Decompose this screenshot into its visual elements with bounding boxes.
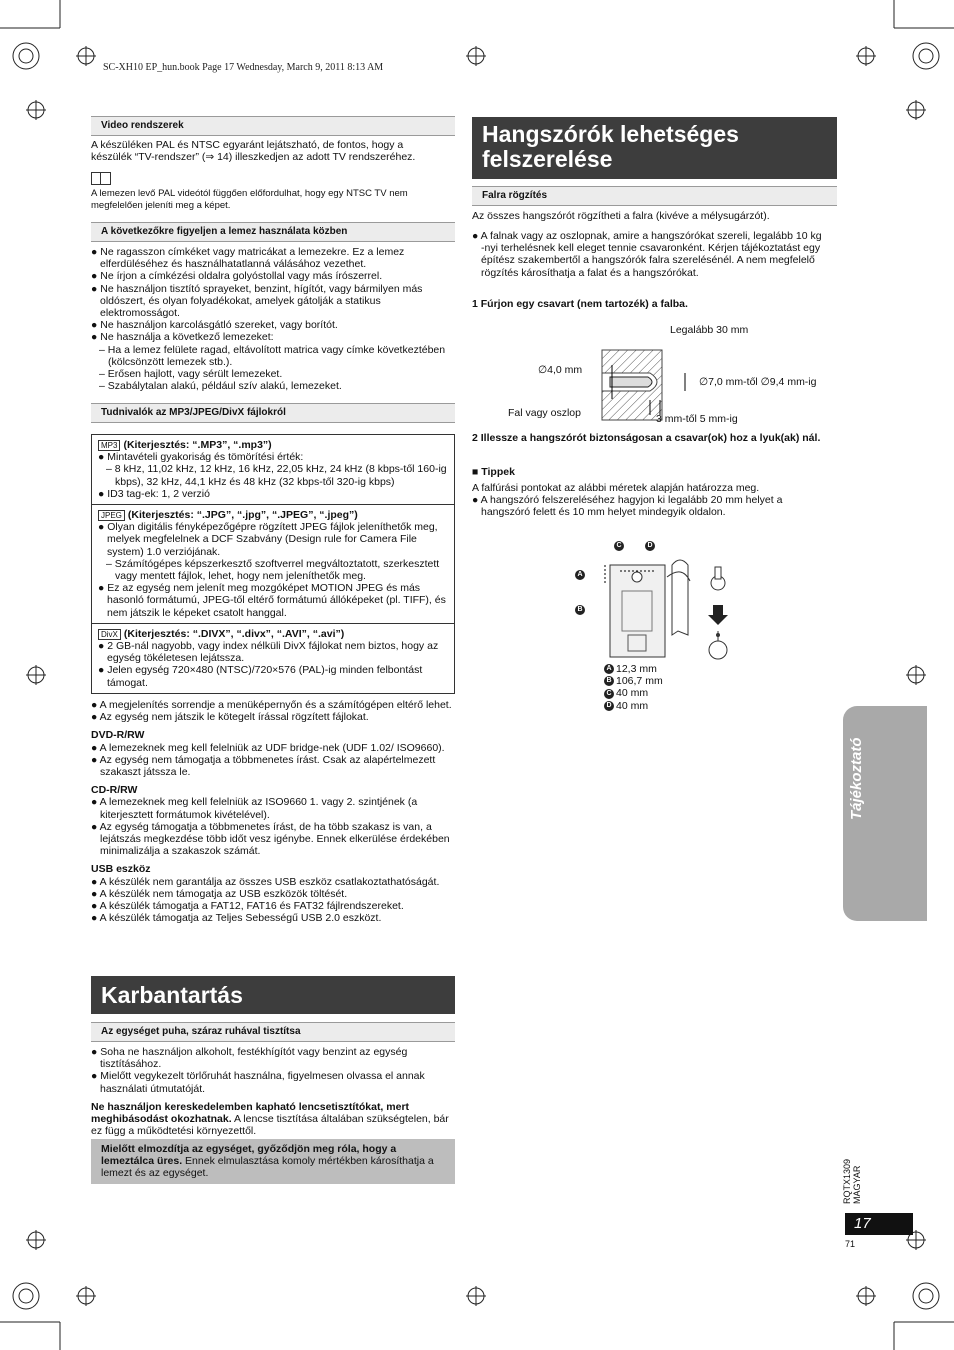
dimensions-list: A 12,3 mm B 106,7 mm C 40 mm D 40 mm xyxy=(604,663,663,712)
tips-heading: ■ Tippek xyxy=(472,466,515,478)
down-arrow-icon xyxy=(708,605,728,625)
label-b: B xyxy=(575,601,587,619)
label-a: A xyxy=(575,566,587,584)
list-item: ● Ne írjon a címkézési oldalra golyóstollal vagy más írószerrel. xyxy=(91,270,383,283)
wall-intro: Az összes hangszórót rögzítheti a falra (kivéve a mélysugárzót). xyxy=(472,210,770,222)
maintenance-title: Karbantartás xyxy=(91,976,455,1014)
keyhole-top xyxy=(711,567,725,590)
section-formats-title: Tudnivalók az MP3/JPEG/DivX fájlokról xyxy=(91,403,455,423)
registration-circle-bl xyxy=(13,1283,39,1309)
dia-7mm-label: ∅7,0 mm-től ∅9,4 mm-ig xyxy=(699,376,817,388)
dia-4mm-label: ∅4,0 mm xyxy=(538,364,583,376)
section-clean-title: Az egységet puha, száraz ruhával tisztítsa xyxy=(91,1022,455,1042)
speaker-side xyxy=(672,560,688,635)
disc-list xyxy=(91,246,453,392)
video-note: A lemezen levő PAL videótól függően előfordulhat, hogy egy NTSC TV nem megfelelően jeleníti meg a képet. xyxy=(91,188,408,211)
jpeg-cell: JPEG (Kiterjesztés: “.JPG”, “.jpg”, “.JPEG”, “.jpeg”) ● Olyan digitális fényképezőgépre rögzített JPEG fájlok jeleníthetők meg, melyek megfelelnek a DCF Szabvány (Design rule for Camera File system) 1.0 verziójának. – Számítógépes képszerkesztő szoftverrel megváltoztatott, szerkesztett vagy mentett fájlok, lehet, hogy nem jeleníthetők meg. ● Ez az egység nem jelenít meg mozgóképet MOTION JPEG és más hasonló formátumú, JPEG-től eltérő formátumú állóképeket (pl. TIFF), és nem játszik le képeket csatolt hanggal. xyxy=(92,505,454,624)
list-item: ● Ne használjon karcolásgátló szereket, vagy borítót. xyxy=(91,319,338,332)
registration-circle-tl xyxy=(13,43,39,69)
book-header: SC-XH10 EP_hun.book Page 17 Wednesday, March 9, 2011 8:13 AM xyxy=(103,62,384,73)
divx-cell: DivX (Kiterjesztés: “.DIVX”, “.divx”, “.AVI”, “.avi”) ● 2 GB-nál nagyobb, vagy index nélküli DivX fájlokat nem biztos, hogy az egység tökéletesen lejátssza. ● Jelen egység 720×480 (NTSC)/720×576 (PAL)-ig minden felbontást támogat. xyxy=(98,627,439,689)
video-text: A készüléken PAL és NTSC egyaránt lejátszható, de fontos, hogy a készülék “TV-rendszer” (⇒ 14) illeszkedjen az adott TV rendszeréhez. xyxy=(91,139,416,164)
list-item: – Erősen hajlott, vagy sérült lemezeket. xyxy=(99,368,283,381)
jpeg-tag: JPEG xyxy=(98,510,125,521)
divx-tag: DivX xyxy=(98,629,121,640)
screw xyxy=(610,377,652,387)
mount-hole xyxy=(632,572,642,582)
step-1: 1 Fúrjon egy csavart (nem tartozék) a falba. xyxy=(472,298,688,310)
small-page-number: 71 xyxy=(845,1239,856,1249)
label-c: C xyxy=(614,537,626,555)
doc-code: RQTX1309 MAGYAR xyxy=(842,1158,862,1204)
length-label: 3 mm-től 5 mm-ig xyxy=(656,413,738,425)
maintenance-text: ● Soha ne használjon alkoholt, festékhígítót vagy benzint az egység tisztításához. ● Mielőtt vegykezelt törlőruhát használna, figyelmesen olvassa el annak használati útmutatóját. Ne használjon kereskedelemben kapható lencsetisztítókat, mert meghibásodást okozhatnak. A lencse tisztítása általában szükségtelen, bár ez függ a működtetési környezettől. xyxy=(91,1046,449,1138)
label-d: D xyxy=(645,537,657,555)
speaker-mount-title: Hangszórók lehetséges felszerelése xyxy=(472,117,837,179)
list-item: – Ha a lemez felülete ragad, eltávolított matrica vagy címke következtében (kölcsönzött lemezek stb.). xyxy=(99,343,446,368)
step-2: 2 Illessze a hangszórót biztonságosan a csavar(ok) hoz a lyuk(ak) nál. xyxy=(472,432,821,444)
tips-text: A falfúrási pontokat az alábbi méretek alapján határozza meg. ● A hangszóró felszereléséhez hagyjon ki legalább 20 mm helyet a hangszóró felett és 10 mm helyet mindegyik oldalon. xyxy=(472,482,783,519)
formats-notes: ● A megjelenítés sorrendje a menüképernyőn és a számítógépen eltérő lehet. ● Az egység nem játszik le kötegelt írással rögzített fájlokat. DVD-R/RW ● A lemezeknek meg kell felelniük az UDF bridge-nek (UDF 1.02/ ISO9660). ● Az egység nem támogatja a többmenetes írást. Csak az alapértelmezett szakaszt játssza le. CD-R/RW ● A lemezeknek meg kell felelniük az ISO9660 1. vagy 2. szintjének (a kiterjesztett formátumok kivételével). ● Az egység támogatja a többmenetes írást, de ha több szakasz is van, a lejátszás megkezdése több időt vesz igénybe. Ennek elkerülése érdekében minimalizálja a szakaszok számát. USB eszköz ● A készülék nem garantálja az összes USB eszköz csatlakoztathatóságát. ● A készülék nem támogatja az USB eszközök töltését. ● A készülék támogatja a FAT12, FAT16 és FAT32 fájlrendszereket. ● A készülék támogatja az Teljes Sebességű USB 2.0 eszközt. xyxy=(91,699,452,925)
move-warning-box: Mielőtt elmozdítja az egységet, győződjön meg róla, hogy a lemeztálca üres. Ennek elmulasztása komoly mértékben károsíthatja a lemezt és az egységet. xyxy=(91,1139,455,1184)
mp3-tag: MP3 xyxy=(98,440,120,451)
keyhole-bottom xyxy=(709,631,727,659)
formats-table xyxy=(91,434,455,694)
wall-label: Fal vagy oszlop xyxy=(508,407,581,419)
registration-circle-br xyxy=(913,1283,939,1309)
list-item: – Szabálytalan alakú, például szív alakú, lemezeket. xyxy=(99,380,342,393)
section-wall-title: Falra rögzítés xyxy=(472,186,837,206)
section-video-title: Video rendszerek xyxy=(91,116,455,136)
least-30mm-label: Legalább 30 mm xyxy=(670,324,749,336)
list-item: ● Ne használjon tisztító sprayeket, benzint, hígítót, vagy bármilyen más oldószert, és olyan folyadékokat, amelyek gátolják a statikus elektromosságot. xyxy=(91,282,423,320)
section-disc-title: A következőkre figyeljen a lemez használata közben xyxy=(91,222,455,242)
mp3-cell: MP3 (Kiterjesztés: “.MP3”, “.mp3”) ● Mintavételi gyakoriság és tömörítési érték: – 8 kHz, 11,02 kHz, 12 kHz, 16 kHz, 22,05 kHz, 24 kHz (8 kbps-től 160-ig kbps), 32 kHz, 44,1 kHz és 48 kHz (32 kbps-től 320-ig kbps) ● ID3 tag-ek: 1, 2 verzió xyxy=(92,435,454,505)
book-icon xyxy=(91,172,111,185)
list-item: ● Ne használja a következő lemezeket: xyxy=(91,331,274,344)
wall-bullet: ● A falnak vagy az oszlopnak, amire a hangszórókat szereli, legalább 10 kg -nyi terhelésnek kell eleget tennie csavaronként. Kérjen tájékoztatást egy építész szakembertől a hangszórók falra szerelésénél. A nem megfelelő rögzítés károsíthatja a falat és a hangszórókat. xyxy=(472,230,822,279)
registration-circle-tr xyxy=(913,43,939,69)
page-number: 17 xyxy=(845,1213,913,1235)
list-item: ● Ne ragasszon címkéket vagy matricákat a lemezekre. Ez a lemez elferdüléséhez és használhatatlanná válásához vezethet. xyxy=(91,246,405,271)
side-tab-label: Tájékoztató xyxy=(848,737,865,820)
speaker-back-diagram xyxy=(572,535,742,665)
